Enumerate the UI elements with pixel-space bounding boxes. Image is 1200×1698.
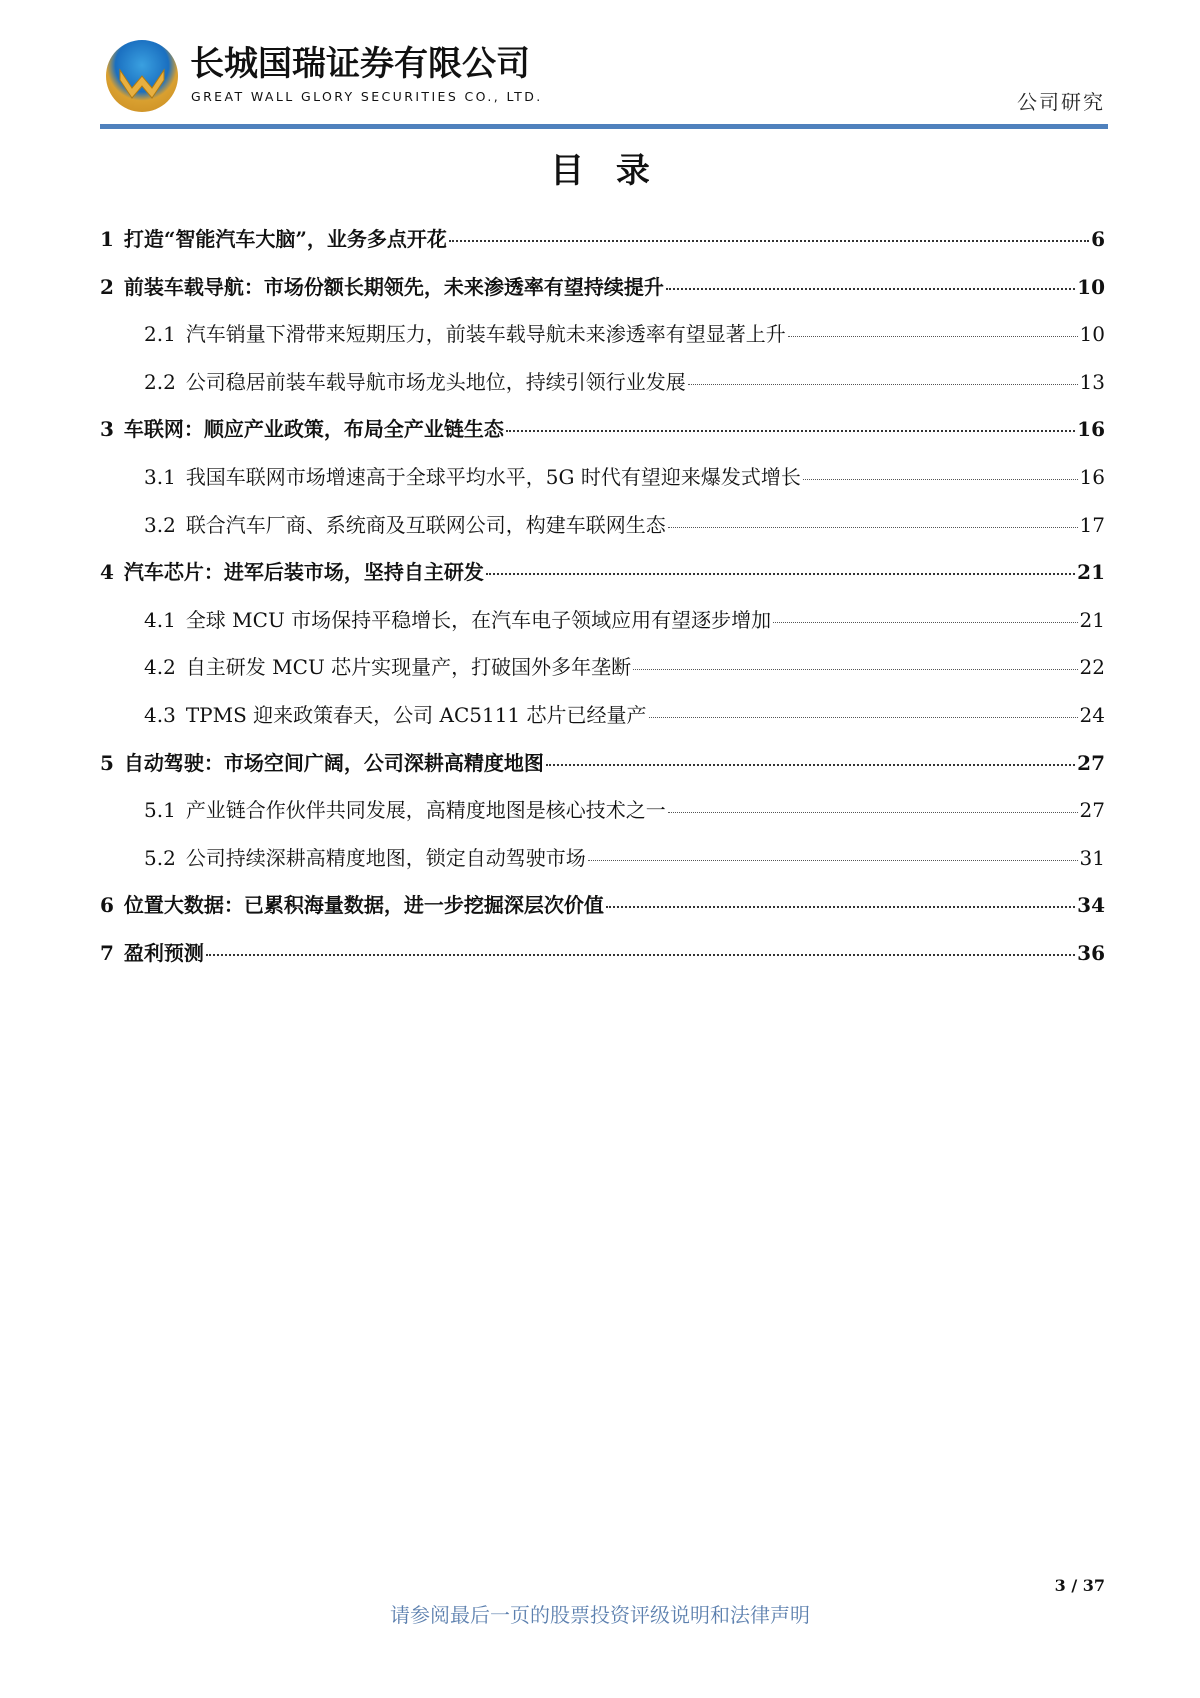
toc-number: 1 [100, 227, 114, 251]
toc-title: 联合汽车厂商、系统商及互联网公司，构建车联网生态 [185, 512, 666, 537]
toc-entry[interactable] [100, 226, 1105, 274]
toc-leader [588, 860, 1078, 861]
toc-page: 34 [1077, 893, 1105, 918]
toc-entry[interactable] [100, 702, 1105, 750]
logo-mark-icon [106, 40, 178, 112]
toc-title: 自动驾驶：市场空间广阔，公司深耕高精度地图 [123, 750, 544, 775]
toc-title: 位置大数据：已累积海量数据，进一步挖掘深层次价值 [123, 893, 604, 918]
toc-number: 2.1 [144, 322, 176, 347]
table-of-contents [100, 226, 1105, 988]
toc-page: 17 [1079, 512, 1105, 537]
toc-title: 车联网：顺应产业政策，布局全产业链生态 [123, 417, 504, 442]
toc-number: 3.2 [144, 512, 176, 537]
toc-leader [546, 764, 1075, 766]
toc-entry[interactable] [100, 321, 1105, 369]
toc-leader [788, 336, 1078, 337]
toc-number: 7 [100, 940, 114, 965]
toc-entry[interactable] [100, 940, 1105, 988]
toc-title: 汽车销量下滑带来短期压力，前装车载导航未来渗透率有望显著上升 [185, 322, 786, 347]
toc-number: 4 [100, 560, 114, 585]
toc-entry[interactable] [100, 512, 1105, 560]
toc-leader [633, 669, 1077, 670]
toc-number: 3 [100, 417, 114, 442]
toc-leader [506, 430, 1075, 432]
toc-title: 公司持续深耕高精度地图，锁定自动驾驶市场 [185, 845, 586, 870]
toc-page: 16 [1079, 464, 1105, 489]
toc-page: 13 [1079, 369, 1105, 394]
toc-page: 10 [1079, 322, 1105, 347]
toc-number: 2.2 [144, 369, 176, 394]
toc-title: 前装车载导航：市场份额长期领先，未来渗透率有望持续提升 [123, 274, 664, 299]
toc-number: 2 [100, 274, 114, 299]
toc-page: 27 [1077, 750, 1105, 775]
toc-entry[interactable] [100, 559, 1105, 607]
toc-page: 21 [1077, 560, 1105, 585]
toc-leader [449, 240, 1089, 242]
toc-title: 盈利预测 [123, 940, 204, 965]
page-title: 目 录 [550, 151, 650, 191]
toc-entry[interactable] [100, 274, 1105, 322]
toc-entry[interactable] [100, 464, 1105, 512]
company-logo [106, 40, 178, 112]
footer-disclaimer[interactable]: 请参阅最后一页的股票投资评级说明和法律声明 [390, 1603, 810, 1627]
toc-title: 汽车芯片：进军后装市场，坚持自主研发 [123, 560, 484, 585]
toc-leader [688, 384, 1078, 385]
page-indicator: 3 / 37 [1054, 1576, 1105, 1595]
toc-entry[interactable] [100, 797, 1105, 845]
toc-title: 产业链合作伙伴共同发展，高精度地图是核心技术之一 [185, 798, 666, 823]
toc-page: 10 [1077, 274, 1105, 299]
toc-number: 3.1 [144, 464, 176, 489]
toc-leader [668, 527, 1078, 528]
toc-leader [486, 573, 1075, 575]
toc-title: TPMS 迎来政策春天，公司 AC5111 芯片已经量产 [185, 702, 647, 727]
toc-number: 4.2 [144, 655, 176, 680]
toc-page: 16 [1077, 417, 1105, 442]
toc-title: 我国车联网市场增速高于全球平均水平，5G 时代有望迎来爆发式增长 [185, 464, 801, 489]
toc-number: 6 [100, 893, 114, 918]
toc-number: 5.2 [144, 845, 176, 870]
toc-entry[interactable] [100, 416, 1105, 464]
toc-title: 公司稳居前装车载导航市场龙头地位，持续引领行业发展 [185, 369, 686, 394]
toc-entry[interactable] [100, 654, 1105, 702]
toc-entry[interactable] [100, 369, 1105, 417]
header-rule [100, 124, 1108, 129]
company-name-en: GREAT WALL GLORY SECURITIES CO., LTD. [191, 89, 543, 104]
toc-page: 31 [1079, 845, 1105, 870]
document-type: 公司研究 [1017, 90, 1105, 114]
toc-page: 6 [1091, 227, 1105, 251]
toc-entry[interactable] [100, 607, 1105, 655]
toc-leader [773, 622, 1077, 623]
toc-number: 5.1 [144, 798, 176, 823]
toc-page: 27 [1079, 798, 1105, 823]
toc-page: 36 [1077, 940, 1105, 965]
toc-number: 4.3 [144, 702, 176, 727]
toc-number: 5 [100, 750, 114, 775]
toc-leader [803, 479, 1078, 480]
toc-page: 24 [1079, 702, 1105, 727]
toc-title: 打造“智能汽车大脑”，业务多点开花 [123, 227, 447, 251]
toc-entry[interactable] [100, 750, 1105, 798]
toc-leader [206, 954, 1075, 956]
toc-entry[interactable] [100, 892, 1105, 940]
toc-title: 全球 MCU 市场保持平稳增长，在汽车电子领域应用有望逐步增加 [185, 607, 772, 632]
toc-leader [668, 812, 1078, 813]
toc-page: 22 [1079, 655, 1105, 680]
toc-number: 4.1 [144, 607, 176, 632]
company-name-cn: 长城国瑞证券有限公司 [190, 44, 530, 84]
toc-leader [666, 288, 1075, 290]
toc-entry[interactable] [100, 845, 1105, 893]
toc-leader [649, 717, 1078, 718]
toc-leader [606, 906, 1075, 908]
toc-page: 21 [1079, 607, 1105, 632]
toc-title: 自主研发 MCU 芯片实现量产，打破国外多年垄断 [185, 655, 632, 680]
